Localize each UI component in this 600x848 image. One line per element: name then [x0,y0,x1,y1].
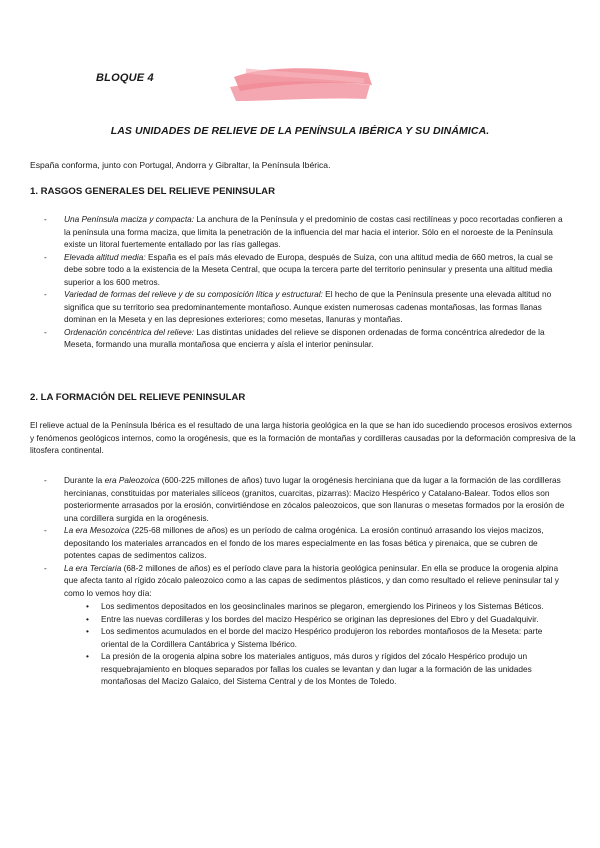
dash-marker: - [44,475,47,485]
bullet-text: La presión de la orogenia alpina sobre los materiales antiguos, más duros y rígidos del zócalo Hespérico produjo un resquebrajamiento en bloques separados por fallas los cuales se levantan y dan lugar a la formación de las unidades montañosas del Macizo Galaico, del Sistema Central y de los Montes de Toledo. [101,651,532,686]
item-text: El hecho de que la Península presente una elevada altitud no significa que su territorio sea predominantemente montañoso. Aunque existen numerosas cadenas montañosas, las formas llanas dominan en la Meseta y en las depresiones exteriores; como mesetas, llanuras y montañas. [64,289,552,324]
tertiary-bullet-list [64,600,570,688]
dash-marker: - [44,251,47,262]
bullet-item [64,650,570,688]
section-1-heading: 1. RASGOS GENERALES DEL RELIEVE PENINSULAR [30,186,276,197]
item-label: Una Península maciza y compacta: [64,214,195,224]
item-text: (68-2 millones de años) es el período clave para la historia geológica peninsular. En ella se produce la orogenia alpina que afecta tanto al rígido zócalo paleozoico como a las capas de sedimentos plásticos, y dan como resultado el relieve peninsular tal y como lo vemos hoy día: [64,562,559,598]
dash-marker: - [44,562,47,573]
list-item-paleozoic [0,474,600,524]
highlighter-scribble [226,61,376,107]
era-label: era Paleozoica [104,475,160,485]
section-2-heading: 2. LA FORMACIÓN DEL RELIEVE PENINSULAR [30,392,246,403]
item-label: Ordenación concéntrica del relieve: [64,326,195,337]
bullet-text: Entre las nuevas cordilleras y los bordes del macizo Hespérico se originan las depresiones del Ebro y del Guadalquivir. [101,613,539,624]
section-2-list [0,474,600,688]
bullet-item [64,625,570,650]
era-label: La era Terciaria [64,562,122,573]
bullet-marker: • [86,626,89,636]
dash-marker: - [44,525,47,535]
list-item [0,288,600,326]
item-text: La anchura de la Península y el predominio de costas casi rectilíneas y poco recortadas confieren a la península una forma maciza, que limita la penetración de la influencia del mar hacia el interior. Sólo en el noroeste de la Península existe un litoral fuertemente entallado por las rías gallegas. [64,214,563,249]
list-item [0,326,600,351]
dash-marker: - [44,214,47,224]
item-label: Elevada altitud media: [64,251,146,262]
list-item-tertiary [0,562,600,688]
list-item-mesozoic [0,524,600,562]
bullet-item [64,600,570,613]
section-2-paragraph: El relieve actual de la Península Ibérica es el resultado de una larga historia geológica en la que se han ido sucediendo procesos erosivos externos y fenómenos geológicos internos, como la orogénesis, que es la formación de montañas y cordilleras causadas por la deformación compresiva de la litosfera continental. [30,420,576,455]
item-label: Variedad de formas del relieve y de su composición lítica y estructural: [64,289,323,299]
era-label: La era Mesozoica [64,525,130,535]
item-text: España es el país más elevado de Europa, después de Suiza, con una altitud media de 660 metros, la cual se debe sobre todo a la existencia de la Meseta Central, que ocupa la tercera parte del territorio peninsular y presenta una altitud media superior a los 600 metros. [64,251,553,287]
bullet-marker: • [86,651,89,661]
dash-marker: - [44,289,47,299]
intro-paragraph: España conforma, junto con Portugal, Andorra y Gibraltar, la Península Ibérica. [30,160,331,170]
list-item [0,251,600,289]
dash-marker: - [44,326,47,337]
block-label: BLOQUE 4 [96,72,154,84]
list-item [0,213,600,251]
item-text: (600-225 millones de años) tuvo lugar la orogénesis herciniana que da lugar a la formación de las cordilleras hercinianas, constituidas por materiales silíceos (granitos, cuarcitas, pizarras): Macizo Hespérico y Catalano-Balear. Todos ellos son posteriormente arrasados por la erosión, convirtiéndose en zócalos paleozoicos, que son llanuras o mesetas formados por la erosión de una cordillera surgida en la orogénesis. [64,475,565,523]
bullet-marker: • [86,601,89,611]
bullet-marker: • [86,613,89,624]
bullet-text: Los sedimentos acumulados en el borde del macizo Hespérico produjeron los rebordes montañosos de la Meseta: parte oriental de la Cordillera Cantábrica y Sistema Ibérico. [101,626,543,649]
item-text: Las distintas unidades del relieve se disponen ordenadas de forma concéntrica alrededor de la Meseta, formando una muralla montañosa que encierra y aísla el interior peninsular. [64,326,545,349]
item-text: (225-68 millones de años) es un período de calma orogénica. La erosión continuó arrasando los viejos macizos, depositando los materiales arrancados en el fondo de los mares especialmente en las fosas bética y pirenaica, que se cubren de potentes capas de sedimentos calizos. [64,525,544,560]
section-1-list [0,213,600,351]
bullet-text: Los sedimentos depositados en los geosinclinales marinos se plegaron, emergiendo los Pirineos y los Sistemas Béticos. [101,601,544,611]
document-title: LAS UNIDADES DE RELIEVE DE LA PENÍNSULA IBÉRICA Y SU DINÁMICA. [110,125,490,137]
item-prefix: Durante la [64,475,105,485]
bullet-item [64,613,570,626]
